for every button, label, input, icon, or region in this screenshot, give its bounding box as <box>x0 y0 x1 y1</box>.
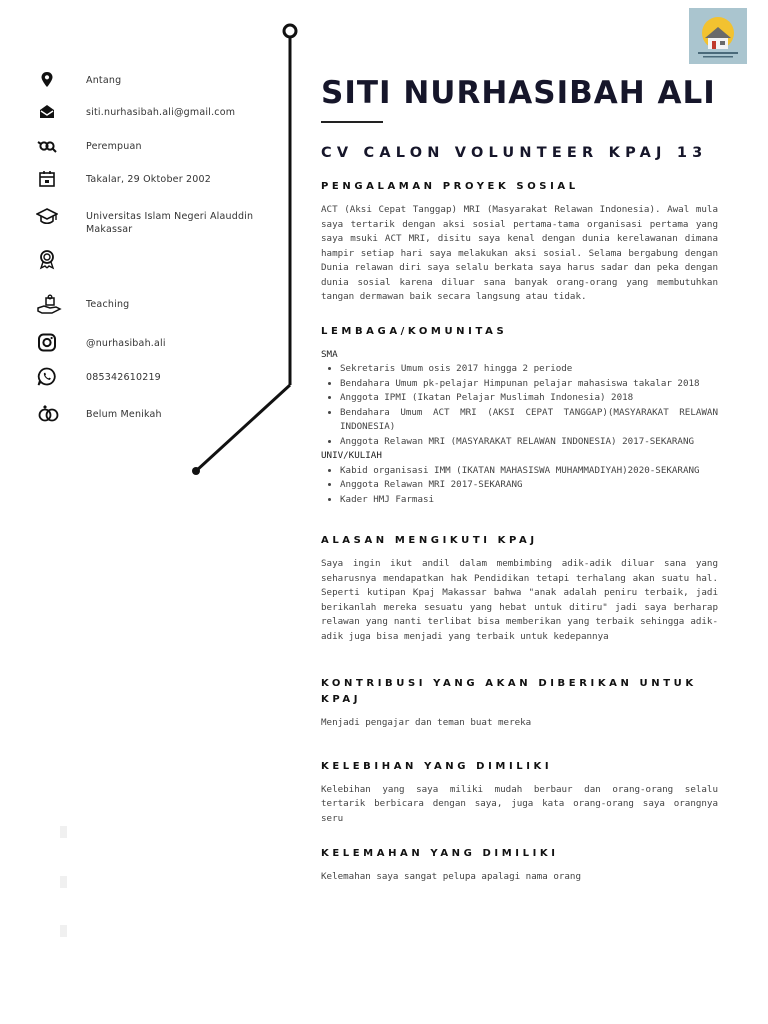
section-alasan <box>321 533 718 644</box>
skill-text: Teaching <box>86 299 130 310</box>
section-title: KELEMAHAN YANG DIMILIKI <box>321 848 559 859</box>
rings-icon <box>36 404 58 424</box>
list-item: • Sekretaris Umum osis 2017 hingga 2 periode <box>340 362 718 377</box>
section-kontribusi <box>321 676 718 731</box>
marital-text: Belum Menikah <box>86 409 162 420</box>
section-lembaga <box>321 324 718 508</box>
section-title: ALASAN MENGIKUTI KPAJ <box>321 535 538 546</box>
section-body: Saya ingin ikut andil dalam membimbing adik-adik diluar sana yang seharusnya mendapatkan hak Pendidikan tetapi terhalang akan suatu hal. Seperti kutipan Kpaj Makassar bahwa "anak adalah peniru terbaik, jadi berikanlah mereka sesuatu yang hebat untuk ditiru" jadi saya berharap relawan yang nanti terlibat bisa memberikan yang terbaik sehingga adik-adik juga bisa menjadi yang terbaik untuk kedepannya <box>321 558 718 642</box>
univ-label: UNIV/KULIAH <box>321 450 382 461</box>
education-text: Universitas Islam Negeri Alauddin Makassar <box>86 211 254 235</box>
section-body <box>321 348 718 508</box>
section-body: Kelebihan yang saya miliki mudah berbaur dan orang-orang selalu tertarik berbicara dengan saya, juga kata orang-orang saya orangnya seru <box>321 783 718 824</box>
name-underline <box>321 121 383 123</box>
section-kelemahan <box>321 846 718 885</box>
location-pin-icon <box>36 70 58 90</box>
section-pengalaman <box>321 179 718 305</box>
list-item: • Anggota Relawan MRI (MASYARAKAT RELAWAN INDONESIA) 2017-SEKARANG <box>340 435 718 450</box>
email-text[interactable]: siti.nurhasibah.ali@gmail.com <box>86 107 236 118</box>
person-name: SITI NURHASIBAH ALI <box>321 75 716 111</box>
gender-symbol-icon <box>36 136 58 156</box>
sma-list <box>321 362 718 449</box>
section-title: PENGALAMAN PROYEK SOSIAL <box>321 181 579 192</box>
univ-list <box>321 464 718 508</box>
main-content <box>321 72 718 885</box>
list-item: • Bendahara Umum ACT MRI (AKSI CEPAT TANGGAP)(MASYARAKAT RELAWAN INDONESIA) <box>340 406 718 435</box>
list-item: • Bendahara Umum pk-pelajar Himpunan pelajar mahasiswa takalar 2018 <box>340 377 718 392</box>
timeline-end-dot <box>192 467 200 475</box>
list-item: • Kabid organisasi IMM (IKATAN MAHASISWA MUHAMMADIYAH)2020-SEKARANG <box>340 464 718 479</box>
graduation-cap-icon <box>36 206 58 226</box>
cv-subtitle: CV CALON VOLUNTEER KPAJ 13 <box>321 145 708 161</box>
sma-label: SMA <box>321 348 338 360</box>
list-item: • Anggota Relawan MRI 2017-SEKARANG <box>340 478 718 493</box>
address-text: Antang <box>86 75 122 86</box>
list-item: • Kader HMJ Farmasi <box>340 493 718 508</box>
faint-mark-3 <box>60 925 67 937</box>
faint-mark-2 <box>60 876 67 888</box>
instagram-text[interactable]: @nurhasibah.ali <box>86 338 166 349</box>
instagram-icon <box>36 333 58 353</box>
whatsapp-icon <box>36 367 58 387</box>
section-kelebihan <box>321 759 718 827</box>
section-body: ACT (Aksi Cepat Tanggap) MRI (Masyarakat Relawan Indonesia). Awal mula saya tertarik dengan aksi sosial pertama-tama organisasi pertama yang saya msuki ACT MRI, disitu saya kenal dengan dunia kerelawanan dimana hampir setiap hari saya melakukan aksi sosial. Selama bergabung dengan Dunia relawan diri saya selalu berkata saya harus sadar dan peka dengan dunia sosial karena diluar sana banyak orang-orang yang membutuhkan tangan dermawan baik secara langsung atau tidak. <box>321 204 718 302</box>
section-title: LEMBAGA/KOMUNITAS <box>321 325 508 337</box>
puzzle-hand-icon <box>36 294 58 314</box>
section-title: KELEBIHAN YANG DIMILIKI <box>321 760 553 772</box>
organization-logo <box>689 8 747 64</box>
section-title: KONTRIBUSI YANG AKAN DIBERIKAN UNTUK KPAJ <box>321 678 697 705</box>
birth-text: Takalar, 29 Oktober 2002 <box>86 174 212 185</box>
calendar-icon <box>36 169 58 189</box>
phone-text[interactable]: 085342610219 <box>86 372 161 383</box>
faint-mark-1 <box>60 826 67 838</box>
gender-text: Perempuan <box>86 141 142 152</box>
envelope-icon <box>36 102 58 122</box>
section-body: Kelemahan saya sangat pelupa apalagi nama orang <box>321 871 581 882</box>
section-body: Menjadi pengajar dan teman buat mereka <box>321 717 532 728</box>
timeline-top-circle <box>284 25 296 37</box>
timeline-diagonal-line <box>196 385 290 471</box>
award-medal-icon <box>36 248 58 268</box>
list-item: • Anggota IPMI (Ikatan Pelajar Muslimah Indonesia) 2018 <box>340 391 718 406</box>
